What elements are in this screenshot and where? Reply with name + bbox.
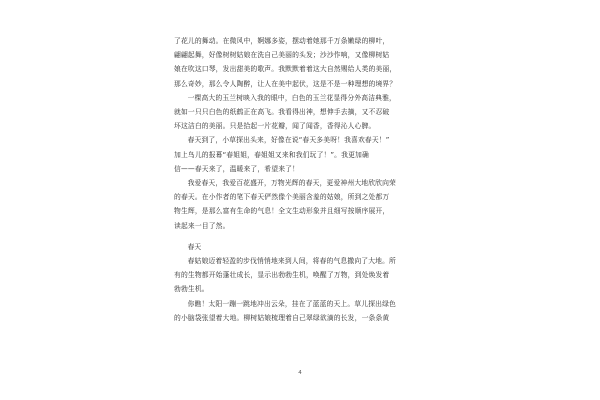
text-line: 的春天。在小作者的笔下春天俨然像个美丽含羞的姑娘，所到之处都万 xyxy=(174,193,390,202)
paragraph-3 xyxy=(174,133,436,176)
page-number: 4 xyxy=(298,370,302,376)
text-line: 了花儿的舞动。在微风中，婀娜多姿，摆动着她那千万条嫩绿的柳叶， xyxy=(174,37,390,45)
document-page xyxy=(174,34,436,379)
text-line: 加上鸟儿的报幕“春姐姐，春姐姐又来和我们玩了！”。我更加确 xyxy=(174,150,369,159)
paragraph-2 xyxy=(174,91,436,134)
text-line: 那么奇妙，那么令人陶醉，让人在美中起伏，这是不是一种理想的境界？ xyxy=(174,79,397,88)
text-line: 读起来一目了然。 xyxy=(174,221,230,230)
text-line: 勃勃生机。 xyxy=(174,285,209,294)
paragraph-4 xyxy=(174,176,436,233)
text-line: 春姑娘迈着轻盈的步伐悄悄地来到人间，将春的气息撒向了大地。所 xyxy=(187,257,396,266)
section-heading: 春天 xyxy=(187,242,202,251)
paragraph-6 xyxy=(174,297,436,325)
text-line: 坏这洁白的美丽。只是拾起一片花瓣，闻了闻香，香得沁人心脾。 xyxy=(174,122,376,131)
text-line: 娘在吹这口琴，发出甜美的歌声。我默默着着这大自然赐给人类的美丽， xyxy=(174,65,397,74)
section-gap xyxy=(174,233,436,240)
text-line: 春天到了，小草探出头来，好像在说“春天多美呀！我喜欢春天！” xyxy=(187,136,390,145)
text-line: 翩翩起舞，好像树树姑娘在洗自己美丽的头发；沙沙作响，又像柳树姑 xyxy=(174,51,390,60)
text-line: 信——春天来了，温暖来了，希望来了！ xyxy=(174,164,300,173)
paragraph-5 xyxy=(174,254,436,297)
text-line: 的小脑袋张望着大地。柳树姑娘梳理着自己翠绿欲滴的长发，一条条黄 xyxy=(174,313,390,322)
text-line: 就如一只只白色的纸鹤正在高飞。我看得出神，想伸手去摘，又不忍破 xyxy=(174,108,390,117)
text-line: 我爱春天，我爱百花盛开，万物光辉的春天，更爱神州大地欣欣向荣 xyxy=(187,179,396,188)
text-line: 物生辉，是那么富有生命的气息！全文生动形象并且细写按顺序展开， xyxy=(174,207,390,216)
text-line: 一棵高大的玉兰树映入我的眼中，白色的玉兰花显得分外高洁典雅， xyxy=(187,93,396,102)
text-line: 有的生物都开始蓬壮成长，显示出勃勃生机，唤醒了万物，到处焕发着 xyxy=(174,271,390,280)
text-line: 你瞧！太阳一蹦一跳地冲出云朵，挂在了蓝蓝的天上。草儿探出绿色 xyxy=(187,299,396,308)
paragraph-1 xyxy=(174,34,436,91)
